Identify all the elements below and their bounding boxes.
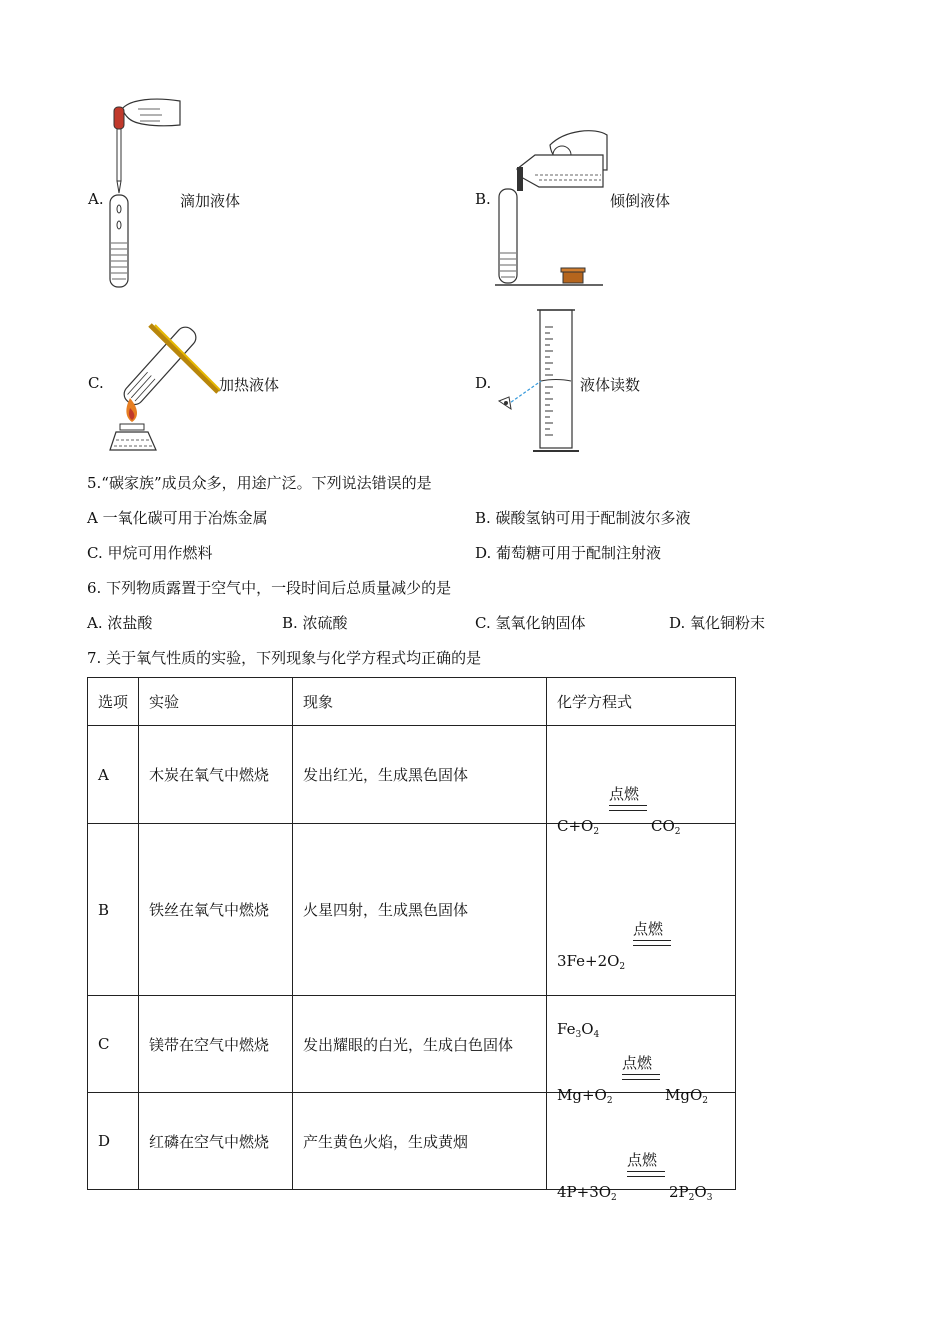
q7-stem: 7. 关于氧气性质的实验，下列现象与化学方程式均正确的是 <box>87 649 482 667</box>
reaction-equals-sign <box>627 1171 665 1177</box>
reaction-condition: 点燃 <box>627 1151 658 1169</box>
row-experiment: 镁带在空气中燃烧 <box>139 996 293 1093</box>
pouring-liquid-illustration <box>495 125 610 290</box>
header-option: 选项 <box>88 678 139 726</box>
row-option: D <box>88 1093 139 1190</box>
row-phenomenon: 发出耀眼的白光，生成白色固体 <box>293 996 547 1093</box>
header-equation: 化学方程式 <box>547 678 736 726</box>
q4-option-b-text: 倾倒液体 <box>610 192 671 210</box>
q5-option-b: B. 碳酸氢钠可用于配制波尔多液 <box>475 509 691 527</box>
q4-option-a-text: 滴加液体 <box>180 192 241 210</box>
products: $2P_2O_3$ <box>669 1183 713 1203</box>
reactants: $3Fe+2O_2$ <box>557 951 626 972</box>
reaction-equals-sign <box>622 1074 660 1080</box>
reaction-condition: 点燃 <box>633 919 664 938</box>
products: MgO$_2$ <box>665 1086 708 1106</box>
row-option: B <box>88 824 139 996</box>
heating-liquid-illustration <box>100 320 220 455</box>
q5-option-d: D. 葡萄糖可用于配制注射液 <box>475 544 662 562</box>
row-option: A <box>88 726 139 824</box>
row-equation <box>547 824 736 1040</box>
q4-option-d-label: D. <box>475 374 492 392</box>
q6-option-a: A. 浓盐酸 <box>87 614 153 632</box>
row-option: C <box>88 996 139 1093</box>
reactants: $Mg+O_2$ <box>557 1086 613 1106</box>
q6-option-b: B. 浓硫酸 <box>282 614 348 632</box>
reaction-condition: 点燃 <box>609 784 640 803</box>
q7-table <box>87 677 736 1203</box>
row-equation <box>547 726 736 837</box>
table-header-row <box>88 678 736 726</box>
row-phenomenon: 火星四射，生成黑色固体 <box>293 824 547 996</box>
reaction-equals-sign <box>609 805 647 811</box>
q4-option-a-label: A. <box>88 190 104 208</box>
table-row <box>88 726 736 824</box>
row-experiment: 红磷在空气中燃烧 <box>139 1093 293 1190</box>
q4-option-c-text: 加热液体 <box>219 376 280 394</box>
q6-stem: 6. 下列物质露置于空气中，一段时间后总质量减少的是 <box>87 579 452 597</box>
row-equation <box>547 1093 736 1203</box>
header-experiment: 实验 <box>139 678 293 726</box>
header-phenomenon: 现象 <box>293 678 547 726</box>
dropper-test-tube-illustration <box>100 95 190 295</box>
products: $CO_2$ <box>651 816 681 837</box>
q4-option-b-label: B. <box>475 190 491 208</box>
q5-option-c: C. 甲烷可用作燃料 <box>87 544 213 562</box>
q5-stem: 5.“碳家族”成员众多，用途广泛。下列说法错误的是 <box>87 474 432 492</box>
products: $Fe_3O_4$ <box>557 1019 600 1040</box>
table-row <box>88 996 736 1093</box>
reactants: $4P+3O_2$ <box>557 1183 617 1203</box>
q6-option-c: C. 氢氧化钠固体 <box>475 614 586 632</box>
table-row <box>88 1093 736 1190</box>
row-equation <box>547 996 736 1106</box>
reaction-equals-sign <box>633 940 671 946</box>
table-row <box>88 824 736 996</box>
q5-option-a: A 一氧化碳可用于冶炼金属 <box>87 509 268 527</box>
row-experiment: 铁丝在氧气中燃烧 <box>139 824 293 996</box>
q4-option-c-label: C. <box>88 374 104 392</box>
reactants: $C+O_2$ <box>557 816 600 837</box>
row-experiment: 木炭在氧气中燃烧 <box>139 726 293 824</box>
row-phenomenon: 发出红光，生成黑色固体 <box>293 726 547 824</box>
row-phenomenon: 产生黄色火焰，生成黄烟 <box>293 1093 547 1190</box>
measuring-cylinder-illustration <box>495 305 585 455</box>
q4-option-d-text: 液体读数 <box>580 376 641 394</box>
q6-option-d: D. 氧化铜粉末 <box>669 614 766 632</box>
reaction-condition: 点燃 <box>622 1054 653 1072</box>
